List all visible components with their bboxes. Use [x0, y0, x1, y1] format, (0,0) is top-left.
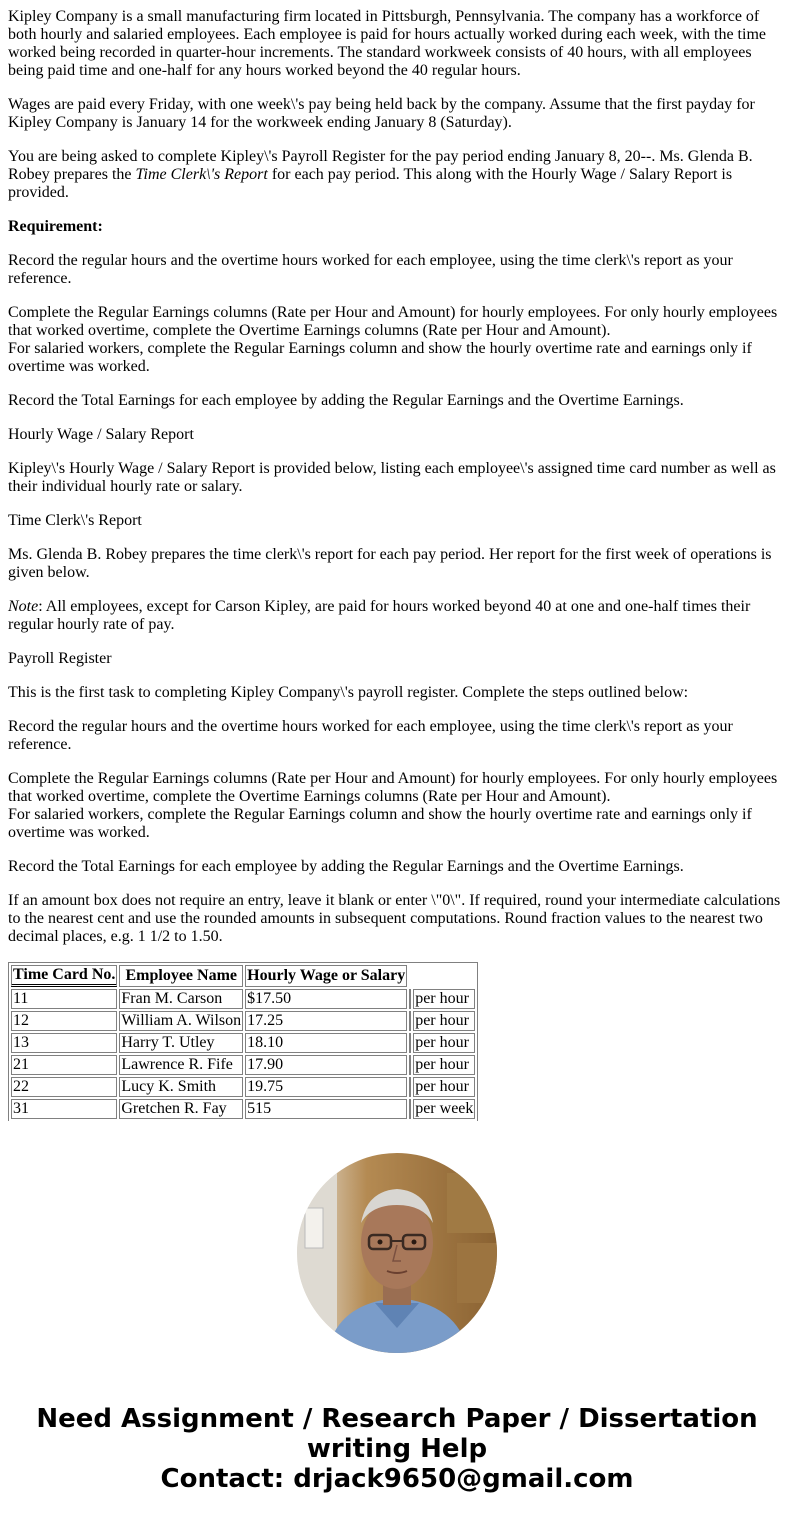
cell-divider [409, 1055, 411, 1075]
register-step-2 [8, 770, 786, 842]
cell-divider [409, 1099, 411, 1119]
cell-unit: per hour [413, 1077, 475, 1097]
table-row [11, 1055, 475, 1075]
wage-table-body [11, 989, 475, 1119]
cell-card: 12 [11, 1011, 117, 1031]
rounding-instructions: If an amount box does not require an entry, leave it blank or enter \"0\". If required, round your intermediate calculations to the nearest cent and use the rounded amounts in subsequent computations. Round fraction values to the nearest two decimal places, e.g. 1 1/2 to 1.50. [8, 892, 781, 945]
task-text-after: for each pay period. This along with the Hourly Wage / Salary Report is provided. [8, 166, 733, 201]
cell-divider [409, 1077, 411, 1097]
table-row [11, 989, 475, 1009]
cell-name: Lucy K. Smith [119, 1077, 243, 1097]
register-step-2b: For salaried workers, complete the Regular Earnings column and show the hourly overtime rate and earnings only if overtime was worked. [8, 806, 752, 841]
cell-card: 31 [11, 1099, 117, 1119]
requirement-heading: Requirement: [8, 218, 103, 235]
clerk-report-heading: Time Clerk\'s Report [8, 512, 142, 529]
cell-divider [409, 989, 411, 1009]
requirement-step-3: Record the Total Earnings for each employee by adding the Regular Earnings and the Overtime Earnings. [8, 392, 684, 409]
header-time-card-no: Time Card No. [11, 965, 117, 987]
cell-wage: 17.90 [245, 1055, 407, 1075]
register-step-2a: Complete the Regular Earnings columns (Rate per Hour and Amount) for hourly employees. For only hourly employees that worked overtime, complete the Overtime Earnings columns (Rate per Hour and Amount). [8, 770, 778, 805]
table-row [11, 1077, 475, 1097]
cell-card: 11 [11, 989, 117, 1009]
document-body [8, 8, 786, 1121]
person-photo-icon [297, 1153, 497, 1353]
cell-name: William A. Wilson [121, 1012, 242, 1029]
payday-paragraph: Wages are paid every Friday, with one week\'s pay being held back by the company. Assume that the first payday for Kipley Company is January 14 for the workweek ending January 8 (Saturday). [8, 96, 755, 131]
clerk-report-description: Ms. Glenda B. Robey prepares the time clerk\'s report for each pay period. Her report for the first week of operations is given below. [8, 546, 772, 581]
header-employee-name: Employee Name [119, 965, 243, 987]
cell-unit: per hour [413, 1055, 475, 1075]
cell-unit: per week [415, 1100, 474, 1117]
banner-line-2: writing Help [306, 1434, 488, 1464]
cell-wage: 17.25 [245, 1011, 407, 1031]
table-row [11, 1011, 475, 1031]
cell-wage: 19.75 [245, 1077, 407, 1097]
payroll-register-heading: Payroll Register [8, 650, 112, 667]
cell-wage: $17.50 [245, 989, 407, 1009]
cell-name: Harry T. Utley [119, 1033, 243, 1053]
header-hourly-wage: Hourly Wage or Salary [245, 965, 407, 987]
note-paragraph [8, 598, 786, 634]
cell-card: 21 [11, 1055, 117, 1075]
cell-name: Gretchen R. Fay [119, 1099, 243, 1119]
cell-divider [409, 1033, 411, 1053]
cell-divider [409, 1011, 411, 1031]
wage-report-description: Kipley\'s Hourly Wage / Salary Report is provided below, listing each employee\'s assigned time card number as well as their individual hourly rate or salary. [8, 460, 776, 495]
time-clerk-report-title: Time Clerk\'s Report [135, 166, 268, 183]
wage-salary-table [8, 962, 478, 1121]
table-row [11, 1099, 475, 1119]
cell-unit: per hour [413, 989, 475, 1009]
cell-name: Lawrence R. Fife [119, 1055, 243, 1075]
table-row [11, 1033, 475, 1053]
cell-unit: per hour [413, 1033, 475, 1053]
task-paragraph [8, 148, 786, 202]
note-text: : All employees, except for Carson Kipley, are paid for hours worked beyond 40 at one and one-half times their regular hourly rate of pay. [8, 598, 751, 633]
header-unit [413, 965, 475, 987]
requirement-step-2a: Complete the Regular Earnings columns (Rate per Hour and Amount) for hourly employees. For only hourly employees that worked overtime, complete the Overtime Earnings columns (Rate per Hour and Amount). [8, 304, 778, 339]
note-label: Note [8, 598, 39, 615]
cell-name: Fran M. Carson [119, 989, 243, 1009]
cell-wage: 515 [245, 1099, 407, 1119]
cell-unit: per hour [413, 1011, 475, 1031]
intro-paragraph: Kipley Company is a small manufacturing firm located in Pittsburgh, Pennsylvania. The company has a workforce of both hourly and salaried employees. Each employee is paid for hours actually worked during each week, with the time worked being recorded in quarter-hour increments. The standard workweek consists of 40 hours, with all employees being paid time and one-half for any hours worked beyond the 40 regular hours. [8, 8, 766, 79]
requirement-step-2b: For salaried workers, complete the Regular Earnings column and show the hourly overtime rate and earnings only if overtime was worked. [8, 340, 752, 375]
banner-line-1: Need Assignment / Research Paper / Dissertation [36, 1404, 758, 1434]
register-step-1: Record the regular hours and the overtime hours worked for each employee, using the time clerk\'s report as your reference. [8, 718, 733, 753]
header-spacer [409, 965, 411, 987]
requirement-step-1: Record the regular hours and the overtime hours worked for each employee, using the time clerk\'s report as your reference. [8, 252, 733, 287]
task-text-before: You are being asked to complete Kipley\'s Payroll Register for the pay period ending January 8, 20--. Ms. Glenda B. Robey prepares the [8, 148, 753, 183]
avatar [297, 1153, 497, 1353]
wage-report-heading: Hourly Wage / Salary Report [8, 426, 194, 443]
cell-card: 22 [11, 1077, 117, 1097]
cell-card: 13 [11, 1033, 117, 1053]
table-header-row [11, 965, 475, 987]
payroll-register-description: This is the first task to completing Kipley Company\'s payroll register. Complete the steps outlined below: [8, 684, 689, 701]
requirement-step-2 [8, 304, 786, 376]
help-banner [0, 1404, 794, 1494]
register-step-3: Record the Total Earnings for each employee by adding the Regular Earnings and the Overtime Earnings. [8, 858, 684, 875]
banner-contact: Contact: drjack9650@gmail.com [160, 1464, 634, 1494]
cell-wage: 18.10 [245, 1033, 407, 1053]
